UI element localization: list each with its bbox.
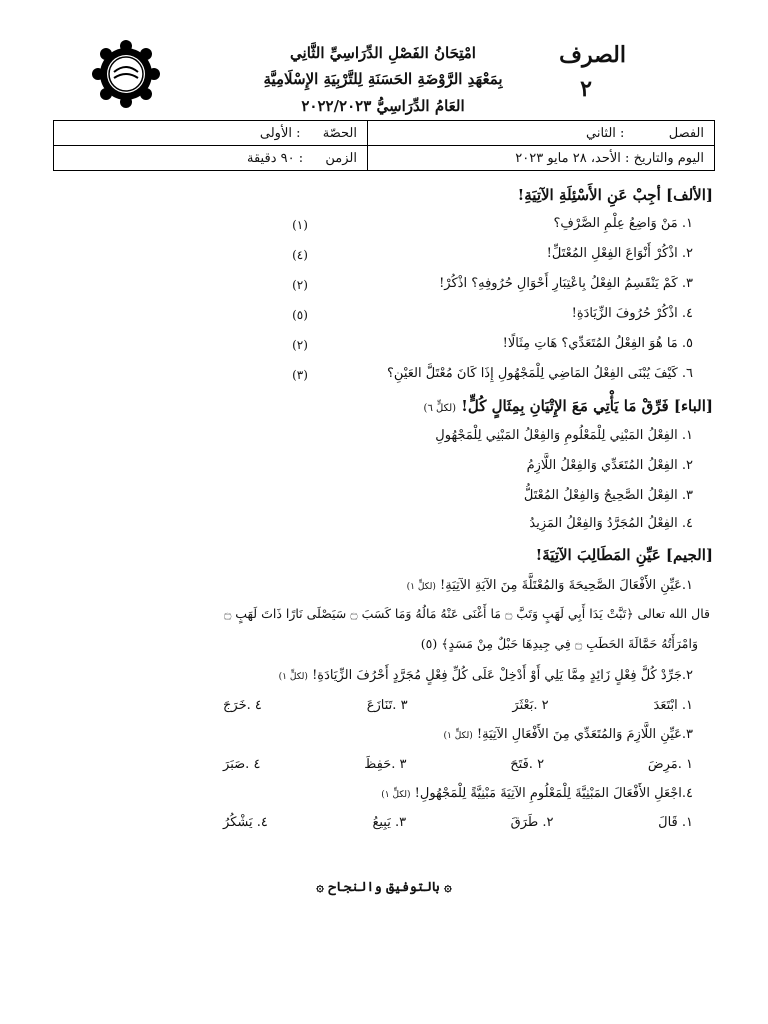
question-c2-note: (لكلٍّ ١) — [278, 672, 308, 682]
question-a3-mark: (٢) — [292, 278, 308, 292]
question-c3-options — [223, 757, 693, 772]
question-c1-text: ١.عَيِّنِ الأَفْعَالَ الصَّحِيحَةَ وَالمُعْتَلَّةَ مِنَ الآيَةِ الآتِيَةِ! — [440, 578, 693, 593]
exam-header — [248, 40, 518, 119]
section-a-title: [الألف] أجِبْ عَنِ الأَسْئِلَةِ الآتِيَةِ! — [517, 186, 713, 204]
question-a1: ١. مَنْ وَاضِعُ عِلْمِ الصَّرْفِ؟ — [553, 216, 693, 231]
institute-logo-icon — [90, 38, 162, 110]
question-c4-options — [223, 815, 693, 830]
date-cell — [368, 146, 715, 171]
date-value: : الأحد، ٢٨ مايو ٢٠٢٣ — [515, 150, 630, 166]
option: ٣ .حَفِظَ — [364, 757, 407, 772]
question-c2-options — [223, 698, 693, 713]
question-a5: ٥. مَا هُوَ الفِعْلُ المُتَعَدِّي؟ هَاتِ مِثَالًا! — [502, 336, 693, 351]
option: ٢ .بَعْثَرَ — [512, 698, 549, 713]
grade-number: ٢ — [580, 76, 592, 102]
item-b3: ٣. الفِعْلُ الصَّحِيحُ وَالفِعْلُ المُعْتَلُّ — [523, 488, 693, 503]
question-a2-mark: (٤) — [292, 248, 308, 262]
option: ٣ .تَنَازَعَ — [366, 698, 408, 713]
question-c4-note: (لكلٍّ ١) — [381, 790, 411, 800]
option: ١. ابْتَعَدَ — [653, 698, 693, 713]
question-c4 — [381, 786, 693, 801]
semester-cell — [368, 121, 715, 146]
semester-value: : الثاني — [586, 125, 625, 141]
question-a1-mark: (١) — [292, 218, 308, 232]
quran-verse-line1: قال الله تعالى ﴿تَبَّتْ يَدَا أَبِي لَهَبٍ وَتَبَّ ۝ مَا أَغْنَى عَنْهُ مَالُهُ وَمَا كَسَبَ ۝ سَيَصْلَى نَارًا ذَاتَ لَهَبٍ ۝ — [223, 606, 710, 621]
time-cell — [54, 146, 368, 171]
question-c2 — [279, 668, 693, 683]
time-label: الزمن — [325, 150, 357, 166]
section-b-note: (لكلٍّ ٦) — [423, 403, 457, 414]
question-c3-note: (لكلٍّ ١) — [443, 731, 473, 741]
question-c3-text: ٣.عَيِّنِ اللَّازِمَ وَالمُتَعَدِّي مِنَ الأَفْعَالِ الآتِيَةِ! — [476, 727, 693, 742]
option: ٤ .صَبَرَ — [223, 757, 261, 772]
question-c1 — [407, 578, 693, 593]
exam-title-line1: امْتِحَانُ الفَصْلِ الدِّرَاسِيِّ الثَّانِي — [290, 44, 476, 62]
closing-wish: ۞ بالتوفيق والنجاح ۞ — [316, 880, 452, 895]
option: ٢ .فَتَحَ — [510, 757, 545, 772]
question-a6-mark: (٣) — [292, 368, 308, 382]
item-b1: ١. الفِعْلُ المَبْنِي لِلْمَعْلُومِ وَالفِعْلُ المَبْنِي لِلْمَجْهُولِ — [435, 428, 693, 443]
item-b4: ٤. الفِعْلُ المُجَرَّدُ وَالفِعْلُ المَزِيدُ — [529, 516, 693, 531]
option: ١. قَالَ — [658, 815, 693, 830]
period-cell — [54, 121, 368, 146]
semester-label: الفصل — [668, 125, 704, 141]
question-a2: ٢. اذْكُرْ أَنْوَاعَ الفِعْلِ المُعْتَلِّ! — [546, 246, 693, 261]
option: ٤. يَشْكُرُ — [223, 815, 268, 830]
section-b-title — [424, 397, 713, 415]
option: ٣. يَبِيعُ — [372, 815, 407, 830]
subject-title: الصرف — [559, 42, 626, 68]
info-row — [54, 121, 715, 146]
question-a4-mark: (٥) — [292, 308, 308, 322]
question-c4-text: ٤.اجْعَلِ الأَفْعَالَ المَبْنِيَّةَ لِلْمَعْلُومِ الآتِيَةَ مَبْنِيَّةً لِلْمَجْهُولِ! — [414, 786, 693, 801]
option: ١ .مَرِضَ — [647, 757, 693, 772]
period-label: الحصّة — [322, 125, 357, 141]
time-value: : ٩٠ دقيقة — [247, 150, 304, 166]
section-b-title-text: [الباء] فَرِّقْ مَا يَأْتِي مَعَ الإِتْيَانِ بِمِثَالٍ كُلٍّ! — [461, 397, 713, 415]
question-c1-note: (لكلٍّ ١) — [406, 582, 436, 592]
period-value: : الأولى — [259, 125, 301, 141]
info-row — [54, 146, 715, 171]
quran-verse-line2: وَامْرَأَتُهُ حَمَّالَةَ الحَطَبِ ۝ فِي جِيدِهَا حَبْلٌ مِنْ مَسَدٍ﴾ (٥) — [420, 636, 698, 651]
option: ٢. طَرَقَ — [510, 815, 554, 830]
option: ٤ .خَرَجَ — [223, 698, 262, 713]
exam-title-line3: العَامُ الدِّرَاسِيُّ ٢٠٢٢/٢٠٢٣ — [301, 96, 465, 115]
question-c2-text: ٢.جَرِّدْ كُلَّ فِعْلٍ زَائِدٍ مِمَّا يَلِي أَوْ أَدْخِلْ عَلَى كُلِّ فِعْلٍ مُجَرَّدٍ أَحْرُفَ الزِّيَادَةِ! — [312, 668, 693, 683]
date-label: اليوم والتاريخ — [633, 150, 704, 166]
section-c-title: [الجيم] عَيِّنِ المَطَالِبَ الآتِيَةَ! — [535, 546, 713, 564]
question-a5-mark: (٢) — [292, 338, 308, 352]
question-c3 — [443, 727, 693, 742]
question-a3: ٣. كَمْ يَنْقَسِمُ الفِعْلُ بِاعْتِبَارِ أَحْوَالِ حُرُوفِهِ؟ اذْكُرْ! — [439, 276, 693, 291]
item-b2: ٢. الفِعْلُ المُتَعَدِّي وَالفِعْلُ اللَّازِمُ — [526, 458, 693, 473]
question-a6: ٦. كَيْفَ يُبْنَى الفِعْلُ المَاضِي لِلْمَجْهُولِ إِذَا كَانَ مُعْتَلَّ العَيْنِ؟ — [387, 366, 693, 381]
question-a4: ٤. اذْكُرْ حُرُوفَ الزِّيَادَةِ! — [571, 306, 693, 321]
exam-title-line2: بِمَعْهَدِ الرَّوْضَةِ الحَسَنَةِ لِلتَّرْبِيَةِ الإِسْلَامِيَّةِ — [263, 70, 503, 89]
exam-info-table — [53, 120, 715, 171]
